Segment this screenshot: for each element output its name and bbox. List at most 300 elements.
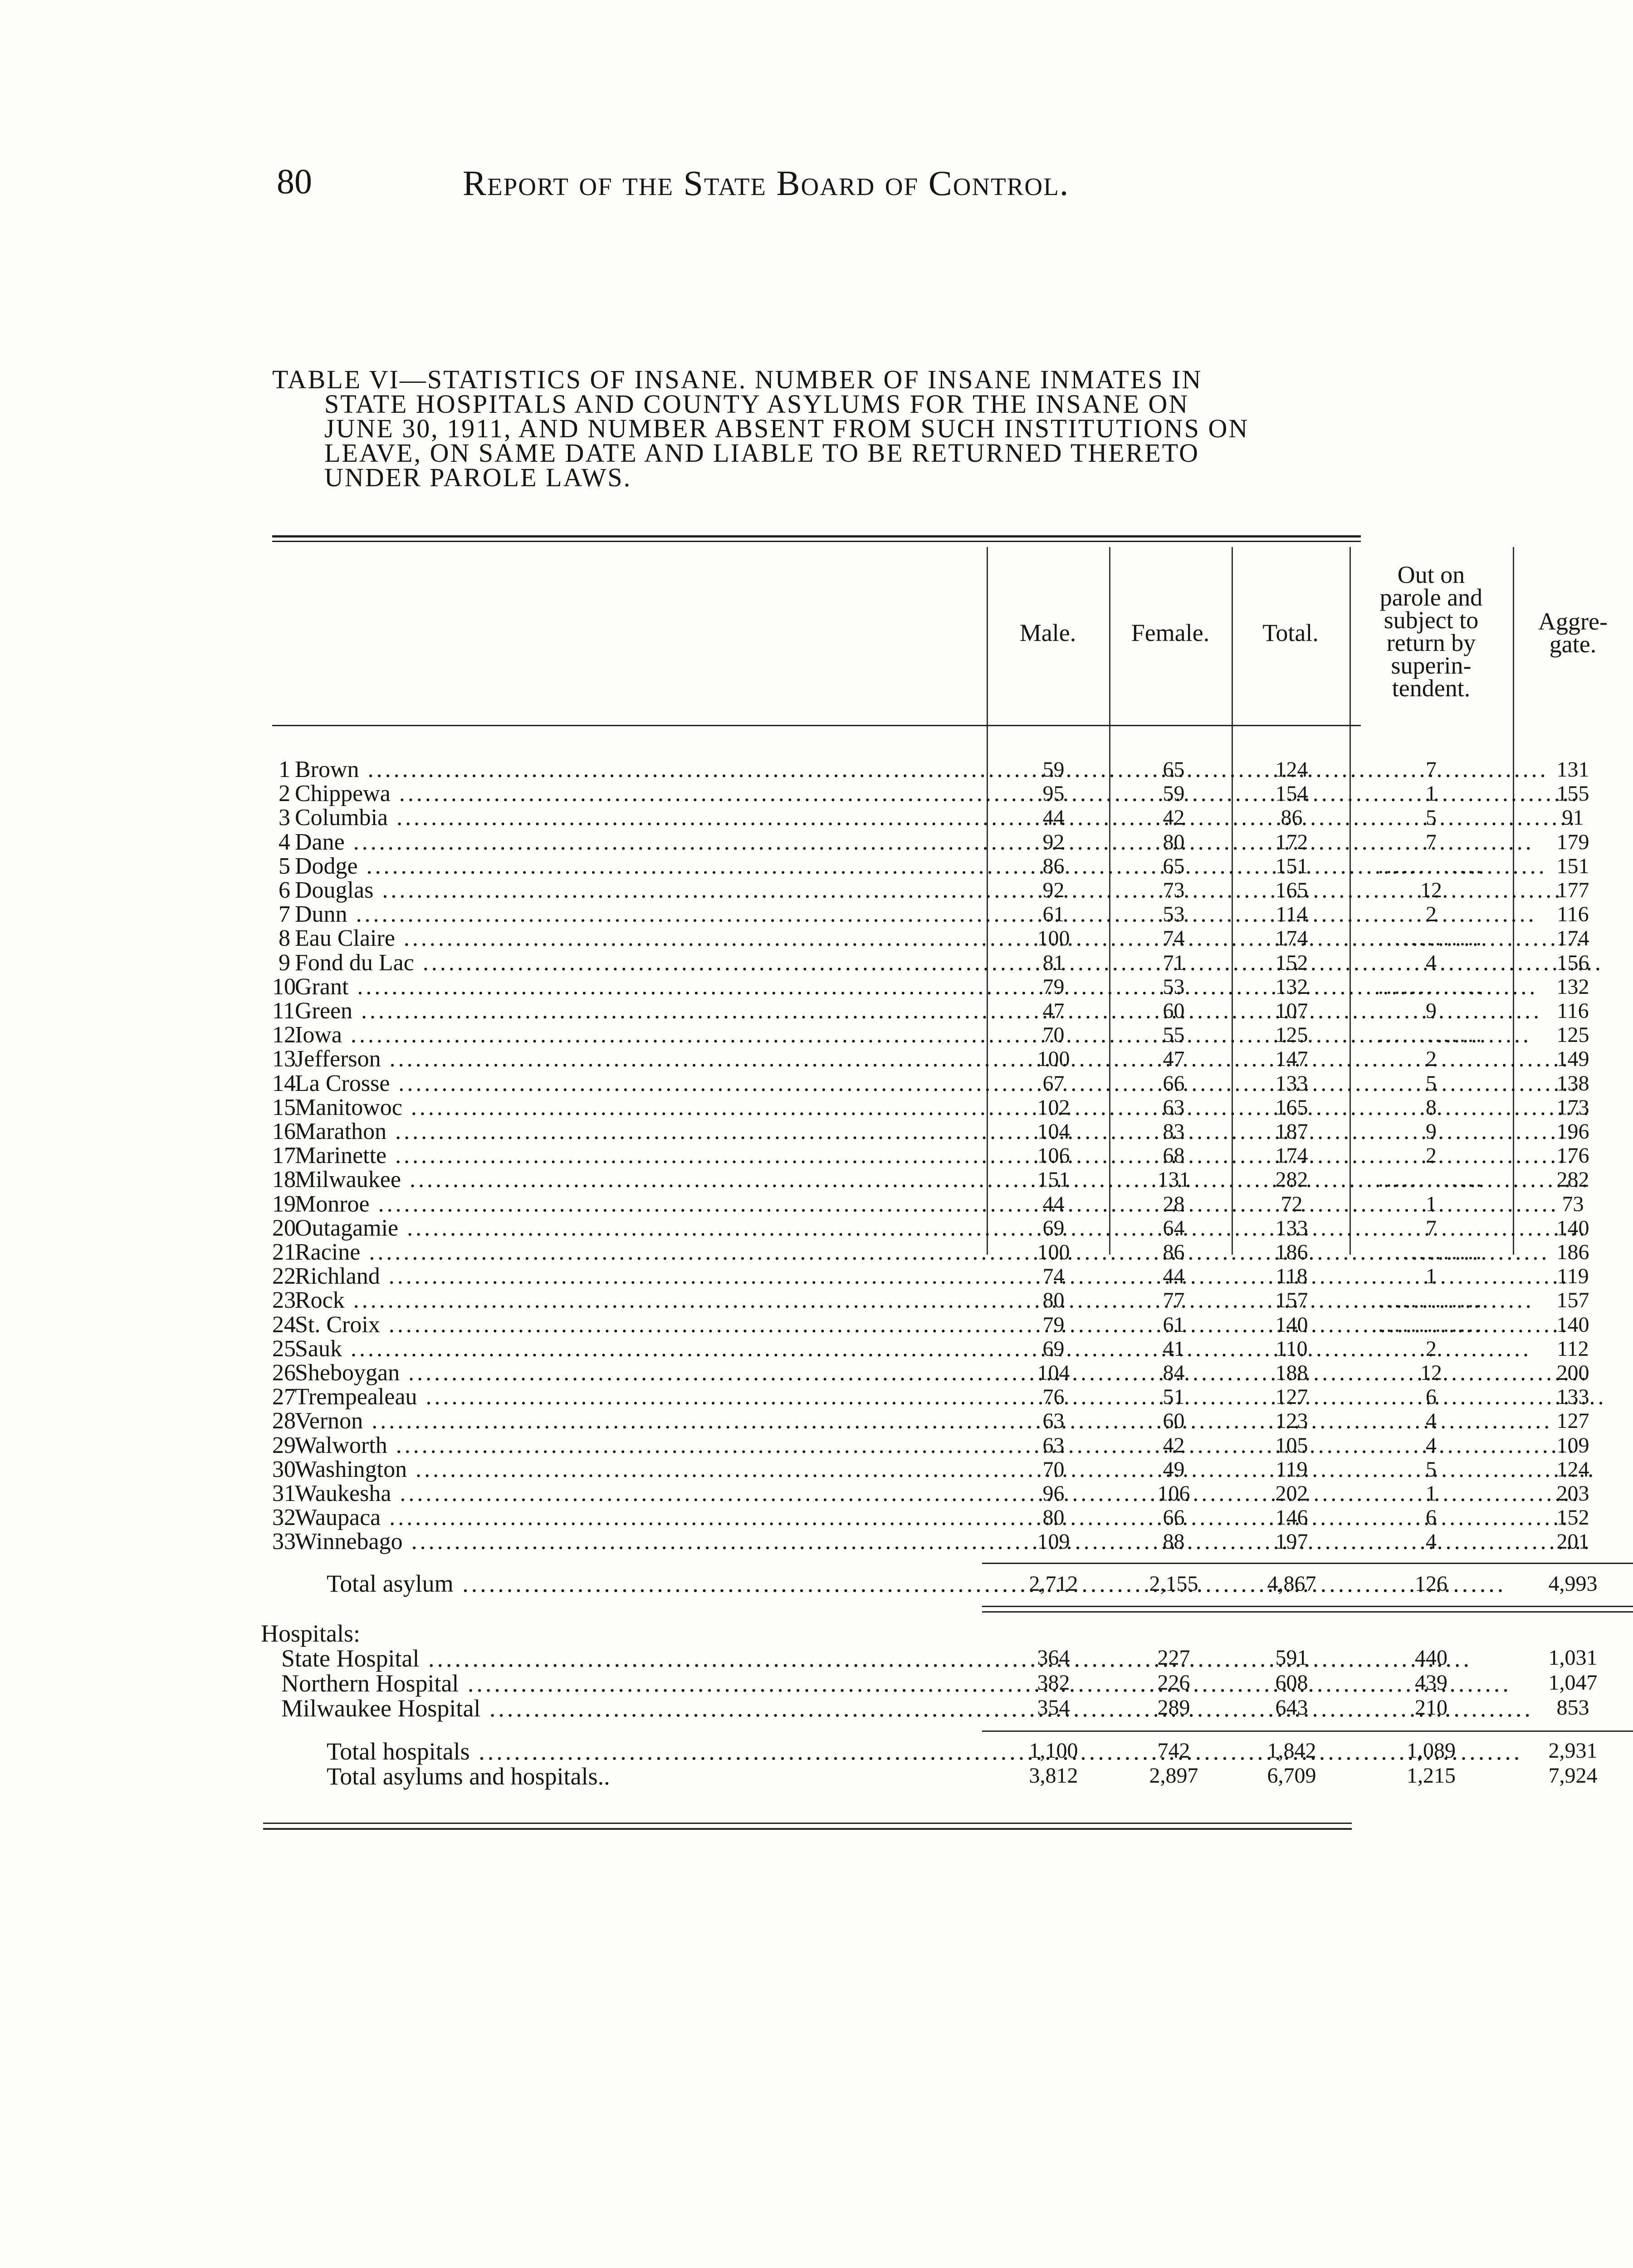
total-asylum-aggregate: 4,993 [1548,1572,1598,1596]
cell-male: 100 [1037,1240,1070,1264]
rule [982,1606,1633,1607]
row-number: 23 [272,1287,296,1314]
cell-female: 47 [1163,1047,1185,1071]
county-name: Eau Claire ..... [295,926,984,950]
county-name: Richland ..... [295,1264,984,1288]
header-male: Male. [1019,619,1076,646]
cell-parole: 4 [1426,1433,1437,1457]
total-all-total: 6,709 [1267,1764,1316,1788]
header-parole [1349,561,1513,702]
total-all-female: 2,897 [1149,1764,1198,1788]
cell-aggregate: 176 [1556,1144,1589,1168]
county-name: La Crosse ..... [295,1071,984,1095]
cell-female: 80 [1163,830,1185,854]
cell-male: 59 [1042,758,1065,782]
cell-aggregate: 157 [1556,1288,1589,1313]
table-row [272,1456,1589,1482]
header-parole-line: tendent. [1392,675,1471,702]
cell-female: 73 [1163,878,1185,902]
cell-male: 95 [1042,782,1065,806]
table-row [272,1481,1589,1506]
total-all-parole: 1,215 [1407,1764,1456,1788]
total-hospitals-aggregate: 2,931 [1548,1739,1598,1763]
cell-total: 282 [1275,1168,1308,1192]
rule [982,1611,1633,1613]
table-row [272,1215,1589,1241]
cell-parole: 2 [1426,1144,1437,1168]
cell-total: 188 [1275,1361,1308,1385]
cell-aggregate: 152 [1556,1505,1589,1530]
county-name: Racine ..... [295,1240,984,1264]
cell-total: 197 [1275,1530,1308,1554]
cell-female: 131 [1157,1168,1190,1192]
caption-line: LEAVE, ON SAME DATE AND LIABLE TO BE RETURNED THERETO [324,438,1200,468]
cell-female: 88 [1163,1530,1185,1554]
cell-parole: ............. [1378,1240,1484,1264]
row-number: 25 [272,1335,296,1362]
cell-aggregate: 186 [1556,1240,1589,1264]
hospital-total: 608 [1275,1671,1308,1695]
cell-parole: 9 [1426,1119,1437,1144]
row-number: 3 [279,805,290,831]
cell-female: 42 [1163,806,1185,830]
cell-female: 66 [1163,1505,1185,1530]
cell-aggregate: 151 [1556,854,1589,878]
table-row [272,757,1589,782]
cell-parole: 5 [1426,806,1437,830]
table-row [272,1263,1589,1290]
rule [982,1563,1633,1564]
cell-parole: 5 [1426,1071,1437,1095]
table-row [272,1167,1589,1193]
cell-parole: ............. [1378,1288,1484,1313]
cell-total: 154 [1275,782,1308,806]
table-row [272,973,1589,1000]
county-name: Marinette ..... [295,1144,984,1168]
county-name: Trempealeau ..... [295,1385,984,1409]
cell-male: 106 [1037,1144,1070,1168]
county-name: Iowa ..... [295,1023,984,1047]
cell-aggregate: 203 [1556,1481,1589,1505]
cell-male: 109 [1037,1530,1070,1554]
cell-parole: ............. [1378,1312,1484,1337]
cell-parole: 12 [1420,1361,1442,1385]
hospital-total: 591 [1275,1646,1308,1670]
cell-male: 69 [1042,1216,1065,1240]
hospital-male: 382 [1037,1671,1070,1695]
table-row [272,1143,1589,1169]
caption-line: JUNE 30, 1911, AND NUMBER ABSENT FROM SUCH INSTITUTIONS ON [324,414,1249,443]
header-aggregate-line: gate. [1549,631,1597,658]
cell-male: 92 [1042,830,1065,854]
row-number: 29 [272,1432,296,1458]
county-name: Marathon ..... [295,1119,984,1144]
cell-total: 147 [1275,1047,1308,1071]
table-row [272,901,1589,928]
county-name: Dane ..... [295,830,984,854]
cell-female: 41 [1163,1336,1185,1361]
cell-aggregate: 173 [1556,1095,1589,1119]
cell-parole: 1 [1426,1481,1437,1505]
cell-parole: 2 [1426,1047,1437,1071]
cell-parole: 8 [1426,1095,1437,1119]
county-name: Milwaukee ..... [295,1168,984,1192]
cell-female: 65 [1163,758,1185,782]
cell-aggregate: 116 [1557,999,1589,1023]
cell-total: 118 [1276,1264,1308,1289]
row-number: 16 [272,1119,296,1144]
county-name: Manitowoc ..... [295,1095,984,1119]
hospital-aggregate: 1,031 [1548,1646,1598,1670]
table-row [272,877,1589,903]
row-number: 14 [272,1070,296,1096]
row-number: 1 [279,757,290,782]
cell-parole: 4 [1426,1530,1437,1554]
county-name: Chippewa ..... [295,782,984,806]
cell-parole: 4 [1426,1409,1437,1433]
hospital-female: 289 [1157,1696,1190,1720]
row-number: 5 [279,853,290,879]
row-number: 28 [272,1408,296,1434]
total-hospitals-female: 742 [1157,1739,1190,1763]
cell-parole: 4 [1426,950,1437,975]
cell-male: 81 [1042,950,1065,975]
row-number: 24 [272,1311,296,1338]
row-number: 33 [272,1529,296,1555]
row-number: 19 [272,1191,296,1217]
total-asylum-female: 2,155 [1149,1572,1198,1596]
county-name: Monroe ..... [295,1192,984,1216]
cell-total: 157 [1275,1288,1308,1313]
hospital-aggregate: 853 [1556,1696,1589,1720]
cell-female: 53 [1163,974,1185,999]
cell-aggregate: 140 [1556,1312,1589,1337]
hospital-name: State Hospital ..... [281,1644,980,1672]
row-number: 2 [279,781,290,807]
cell-male: 104 [1037,1361,1070,1385]
cell-total: 151 [1275,854,1308,878]
page-number: 80 [277,161,312,201]
table-row [272,1384,1589,1410]
table-row [272,949,1589,976]
cell-aggregate: 156 [1556,950,1589,975]
header-female: Female. [1131,619,1210,646]
cell-male: 100 [1037,926,1070,951]
cell-aggregate: 200 [1556,1361,1589,1385]
cell-female: 64 [1163,1216,1185,1240]
cell-total: 174 [1275,1144,1308,1168]
header-parole-line: parole and [1379,584,1483,611]
table-row [272,1432,1589,1458]
cell-male: 102 [1037,1095,1070,1119]
row-number: 12 [272,1022,296,1048]
table-row [272,781,1589,807]
cell-parole: 6 [1426,1505,1437,1530]
county-name: St. Croix ..... [295,1313,984,1337]
table-row [272,1335,1589,1362]
cell-female: 53 [1163,902,1185,927]
cell-aggregate: 116 [1557,902,1589,927]
cell-female: 44 [1163,1264,1185,1289]
county-name: Douglas ..... [295,878,984,902]
hospital-name: Northern Hospital ..... [281,1669,980,1697]
cell-total: 110 [1276,1336,1308,1361]
cell-male: 44 [1042,1192,1065,1216]
table-row [272,1311,1589,1338]
cell-female: 61 [1163,1312,1185,1337]
cell-female: 63 [1163,1095,1185,1119]
cell-parole: 7 [1426,758,1437,782]
row-number: 32 [272,1505,296,1531]
cell-parole: 1 [1426,782,1437,806]
cell-parole: 7 [1426,830,1437,854]
total-asylum-label: Total asylum ..... [327,1569,980,1598]
county-name: Jefferson ..... [295,1047,984,1071]
cell-total: 186 [1275,1240,1308,1264]
cell-aggregate: 112 [1557,1336,1589,1361]
table-row [272,1119,1589,1144]
header-total: Total. [1262,619,1319,646]
cell-aggregate: 127 [1556,1409,1589,1433]
row-number: 6 [279,877,290,903]
cell-female: 49 [1163,1457,1185,1481]
county-name: Rock ..... [295,1288,984,1312]
cell-male: 63 [1042,1409,1065,1433]
cell-aggregate: 132 [1556,974,1589,999]
cell-male: 151 [1037,1168,1070,1192]
hospital-female: 226 [1157,1671,1190,1695]
cell-female: 66 [1163,1071,1185,1095]
header-parole-line: subject to [1384,606,1479,634]
row-number: 7 [279,901,290,928]
page-header [272,161,1225,211]
county-name: Dodge ..... [295,854,984,878]
table-caption [272,367,1361,490]
row-number: 15 [272,1094,296,1120]
row-number: 10 [272,973,296,1000]
table-row [272,1191,1584,1217]
table-row [272,1094,1589,1120]
county-name: Winnebago ..... [295,1530,984,1554]
table-row [272,1529,1589,1555]
cell-female: 68 [1163,1144,1185,1168]
cell-male: 76 [1042,1385,1065,1409]
cell-male: 92 [1042,878,1065,902]
cell-total: 123 [1275,1409,1308,1433]
hospital-male: 364 [1037,1646,1070,1670]
table-row [272,1287,1589,1314]
cell-male: 74 [1042,1264,1065,1289]
cell-total: 107 [1275,999,1308,1023]
cell-aggregate: 109 [1556,1433,1589,1457]
table-row [272,1505,1589,1531]
table-row [272,1046,1589,1072]
cell-male: 80 [1042,1505,1065,1530]
caption-line: UNDER PAROLE LAWS. [324,463,632,492]
cell-total: 119 [1276,1457,1308,1481]
cell-aggregate: 179 [1556,830,1589,854]
top-rule [272,541,1361,542]
cell-total: 86 [1281,806,1303,830]
cell-male: 79 [1042,974,1065,999]
cell-aggregate: 149 [1556,1047,1589,1071]
cell-aggregate: 177 [1556,878,1589,902]
cell-aggregate: 125 [1556,1023,1589,1047]
hospital-parole: 440 [1415,1646,1447,1670]
table-row [272,925,1589,952]
cell-male: 69 [1042,1336,1065,1361]
total-hospitals-label: Total hospitals ..... [327,1737,980,1765]
row-number: 8 [279,925,290,952]
total-hospitals-total: 1,842 [1267,1739,1316,1763]
county-name: Waupaca ..... [295,1505,984,1530]
cell-female: 106 [1157,1481,1190,1505]
county-name: Outagamie ..... [295,1216,984,1240]
header-parole-line: superin- [1391,652,1472,679]
header-aggregate [1513,608,1633,658]
cell-aggregate: 155 [1556,782,1589,806]
row-number: 9 [279,949,290,976]
cell-male: 96 [1042,1481,1065,1505]
row-number: 27 [272,1384,296,1410]
cell-total: 140 [1275,1312,1308,1337]
table-row [272,1070,1589,1096]
header-parole-line: return by [1386,629,1476,656]
cell-total: 114 [1276,902,1308,927]
total-all-aggregate: 7,924 [1548,1764,1598,1788]
cell-parole: 2 [1426,902,1437,927]
cell-total: 146 [1275,1505,1308,1530]
table-row [272,998,1589,1024]
total-asylum-parole: 126 [1415,1572,1447,1596]
cell-aggregate: 196 [1556,1119,1589,1144]
county-name: Columbia ..... [295,806,984,830]
total-asylum-male: 2,712 [1029,1572,1078,1596]
cell-parole: ............. [1378,974,1484,999]
cell-total: 133 [1275,1071,1308,1095]
cell-parole: 7 [1426,1216,1437,1240]
cell-female: 83 [1163,1119,1185,1144]
cell-aggregate: 133 [1556,1385,1589,1409]
county-name: Brown ..... [295,758,984,782]
row-number: 13 [272,1046,296,1072]
row-number: 30 [272,1456,296,1482]
county-name: Dunn ..... [295,902,984,926]
county-name: Washington ..... [295,1457,984,1481]
hospital-female: 227 [1157,1646,1190,1670]
cell-total: 174 [1275,926,1308,951]
cell-total: 133 [1275,1216,1308,1240]
county-name: Grant ..... [295,975,984,999]
cell-female: 60 [1163,1409,1185,1433]
hospital-name: Milwaukee Hospital ..... [281,1694,980,1722]
table-row [272,805,1584,831]
county-name: Waukesha ..... [295,1481,984,1505]
cell-male: 47 [1042,999,1065,1023]
county-name: Sauk ..... [295,1337,984,1361]
hospitals-heading: Hospitals: [261,1620,361,1647]
cell-parole: 12 [1420,878,1442,902]
table-row [272,1408,1589,1434]
total-asylum-total: 4,867 [1267,1572,1316,1596]
cell-total: 165 [1275,878,1308,902]
cell-total: 124 [1275,758,1308,782]
cell-total: 152 [1275,950,1308,975]
county-name: Vernon ..... [295,1409,984,1433]
cell-total: 165 [1275,1095,1308,1119]
row-number: 11 [272,998,295,1024]
cell-female: 28 [1163,1192,1185,1216]
cell-male: 44 [1042,806,1065,830]
cell-female: 74 [1163,926,1185,951]
cell-female: 77 [1163,1288,1185,1313]
cell-male: 70 [1042,1457,1065,1481]
rule [982,1730,1633,1732]
cell-aggregate: 138 [1556,1071,1589,1095]
cell-parole: 5 [1426,1457,1437,1481]
total-hospitals-parole: 1,089 [1407,1739,1456,1763]
cell-total: 127 [1275,1385,1308,1409]
cell-aggregate: 119 [1557,1264,1589,1289]
table-row [272,1239,1589,1265]
cell-parole: 1 [1426,1192,1437,1216]
caption-line: TABLE VI—STATISTICS OF INSANE. NUMBER OF INSANE INMATES IN [272,365,1203,394]
header-aggregate-line: Aggre- [1538,608,1608,635]
bottom-rule [263,1828,1352,1830]
hospital-total: 643 [1275,1696,1308,1720]
cell-aggregate: 131 [1556,758,1589,782]
cell-female: 59 [1163,782,1185,806]
hospital-aggregate: 1,047 [1548,1671,1598,1695]
cell-female: 86 [1163,1240,1185,1264]
cell-parole: 9 [1426,999,1437,1023]
cell-male: 80 [1042,1288,1065,1313]
cell-female: 60 [1163,999,1185,1023]
cell-aggregate: 174 [1556,926,1589,951]
cell-aggregate: 140 [1556,1216,1589,1240]
cell-male: 63 [1042,1433,1065,1457]
cell-total: 172 [1275,830,1308,854]
cell-total: 187 [1275,1119,1308,1144]
cell-aggregate: 124 [1556,1457,1589,1481]
header-parole-line: Out on [1397,561,1465,588]
cell-parole: 6 [1426,1385,1437,1409]
cell-total: 202 [1275,1481,1308,1505]
row-number: 26 [272,1360,296,1386]
total-all-label: Total asylums and hospitals.. [327,1763,610,1790]
cell-parole: ............. [1378,1023,1484,1047]
cell-male: 86 [1042,854,1065,878]
total-hospitals-male: 1,100 [1029,1739,1078,1763]
hospital-parole: 210 [1415,1696,1447,1720]
row-number: 20 [272,1215,296,1241]
cell-male: 79 [1042,1312,1065,1337]
cell-male: 61 [1042,902,1065,927]
cell-female: 42 [1163,1433,1185,1457]
row-number: 22 [272,1263,296,1290]
cell-parole: 2 [1426,1336,1437,1361]
cell-total: 125 [1275,1023,1308,1047]
table-row [272,829,1589,855]
cell-aggregate: 91 [1562,806,1584,830]
bottom-rule [263,1823,1352,1824]
table-row [272,1022,1589,1048]
row-number: 21 [272,1239,296,1265]
cell-total: 132 [1275,974,1308,999]
county-name: Sheboygan ..... [295,1361,984,1385]
cell-parole: ............. [1378,1168,1484,1192]
cell-female: 51 [1163,1385,1185,1409]
